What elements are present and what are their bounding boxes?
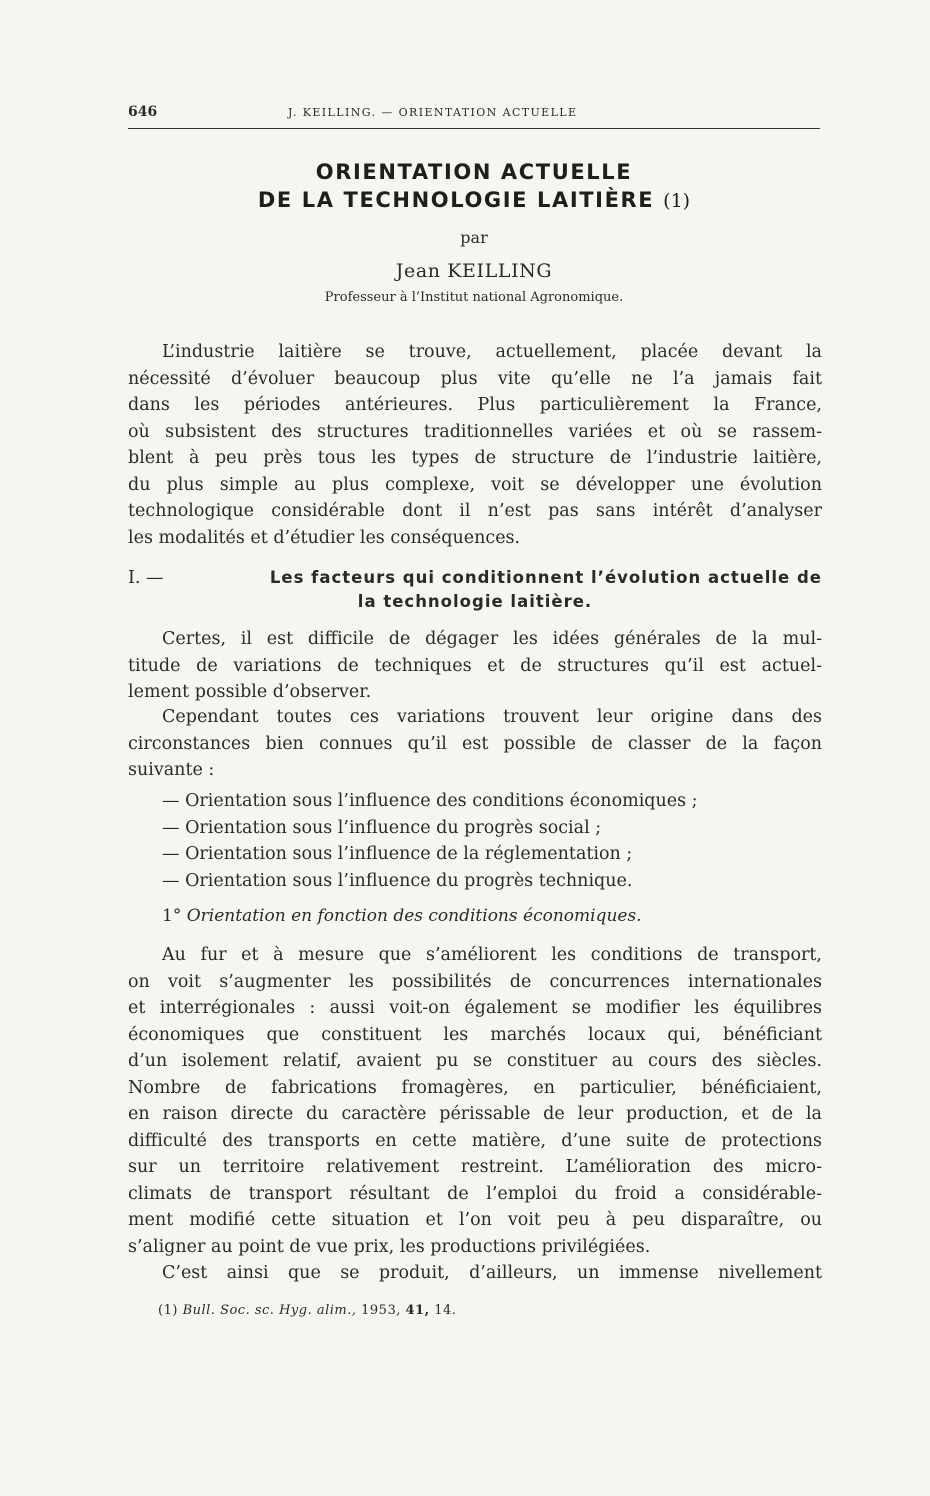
page-number: 646: [128, 104, 158, 120]
subsection-number: 1°: [162, 906, 182, 926]
text-line: blent à peu près tous les types de structure de l’industrie laitière,: [128, 448, 822, 468]
footnote-journal: Bull. Soc. sc. Hyg. alim.,: [182, 1303, 357, 1318]
text-line: L’industrie laitière se trouve, actuellement, placée devant la: [162, 342, 822, 362]
list-item: — Orientation sous l’influence du progrès technique.: [162, 870, 633, 891]
text-line: lement possible d’observer.: [128, 682, 372, 702]
text-line: économiques que constituent les marchés locaux qui, bénéficiant: [128, 1024, 822, 1045]
paragraph-4: [128, 942, 822, 1260]
section-heading-line-1: Les facteurs qui conditionnent l’évolution actuelle de: [269, 568, 822, 587]
section-heading-line-2: la technologie laitière.: [357, 592, 593, 611]
subsection-heading: [162, 906, 642, 926]
running-title: J. KEILLING. — ORIENTATION ACTUELLE: [288, 106, 578, 119]
text-line: d’un isolement relatif, avaient pu se constituer au cours des siècles.: [128, 1051, 822, 1071]
text-line: Certes, il est difficile de dégager les idées générales de la mul-: [162, 629, 822, 649]
text-line: en raison directe du caractère périssable de leur production, et de la: [128, 1104, 822, 1124]
footnote-ref: (1): [158, 1303, 178, 1318]
footnote-page: 14.: [434, 1303, 457, 1318]
orientation-list: [162, 788, 822, 894]
text-line: suivante :: [128, 760, 215, 780]
list-item: — Orientation sous l’influence de la réglementation ;: [162, 844, 633, 864]
section-heading: [128, 566, 822, 614]
running-header: [128, 104, 820, 126]
author-name: Jean KEILLING: [395, 260, 553, 282]
text-line: climats de transport résultant de l’emploi du froid a considérable-: [128, 1183, 822, 1204]
footnote: [158, 1303, 456, 1318]
text-line: sur un territoire relativement restreint. L’amélioration des micro-: [128, 1157, 822, 1177]
text-line: Au fur et à mesure que s’améliorent les conditions de transport,: [162, 945, 822, 965]
text-line: du plus simple au plus complexe, voit se développer une évolution: [128, 474, 822, 495]
byline-par: par: [460, 228, 488, 247]
article-title-text: DE LA TECHNOLOGIE LAITIÈRE: [257, 188, 655, 212]
header-rule: [128, 128, 820, 129]
title-footnote-ref: (1): [663, 190, 691, 212]
paragraph-3: [128, 704, 822, 784]
text-line: où subsistent des structures traditionnelles variées et où se rassem-: [128, 421, 822, 442]
text-line: Cependant toutes ces variations trouvent leur origine dans des: [162, 707, 822, 727]
paragraph-2: [128, 626, 822, 706]
section-number: I. —: [128, 568, 164, 588]
list-item: — Orientation sous l’influence du progrès social ;: [162, 817, 602, 838]
text-line: difficulté des transports en cette matière, d’une suite de protections: [128, 1130, 822, 1151]
list-item: — Orientation sous l’influence des conditions économiques ;: [162, 791, 698, 811]
article-title-line-1: ORIENTATION ACTUELLE: [315, 160, 633, 184]
text-line: s’aligner au point de vue prix, les productions privilégiées.: [128, 1236, 651, 1257]
text-line: titude de variations de techniques et de structures qu’il est actuel-: [128, 655, 822, 676]
text-line: C’est ainsi que se produit, d’ailleurs, un immense nivellement: [162, 1263, 822, 1283]
text-line: technologique considérable dont il n’est pas sans intérêt d’analyser: [128, 501, 822, 521]
text-line: les modalités et d’étudier les conséquences.: [128, 527, 521, 548]
subsection-title: Orientation en fonction des conditions économiques.: [186, 906, 642, 926]
text-line: et interrégionales : aussi voit-on également se modifier les équilibres: [128, 998, 822, 1018]
author-affiliation: Professeur à l’Institut national Agronomique.: [324, 290, 624, 305]
footnote-volume: 41,: [405, 1303, 430, 1318]
paragraph-5: [128, 1260, 822, 1287]
text-line: on voit s’augmenter les possibilités de concurrences internationales: [128, 971, 822, 992]
text-line: ment modifié cette situation et l’on voit peu à peu disparaître, ou: [128, 1210, 822, 1230]
article-title-line-2: [128, 188, 820, 212]
text-line: Nombre de fabrications fromagères, en particulier, bénéficiaient,: [128, 1077, 822, 1098]
footnote-year: 1953,: [361, 1303, 401, 1318]
text-line: dans les périodes antérieures. Plus particulièrement la France,: [128, 395, 822, 415]
text-line: nécessité d’évoluer beaucoup plus vite qu’elle ne l’a jamais fait: [128, 368, 822, 389]
text-line: circonstances bien connues qu’il est possible de classer de la façon: [128, 733, 822, 754]
intro-paragraph: [128, 339, 822, 551]
